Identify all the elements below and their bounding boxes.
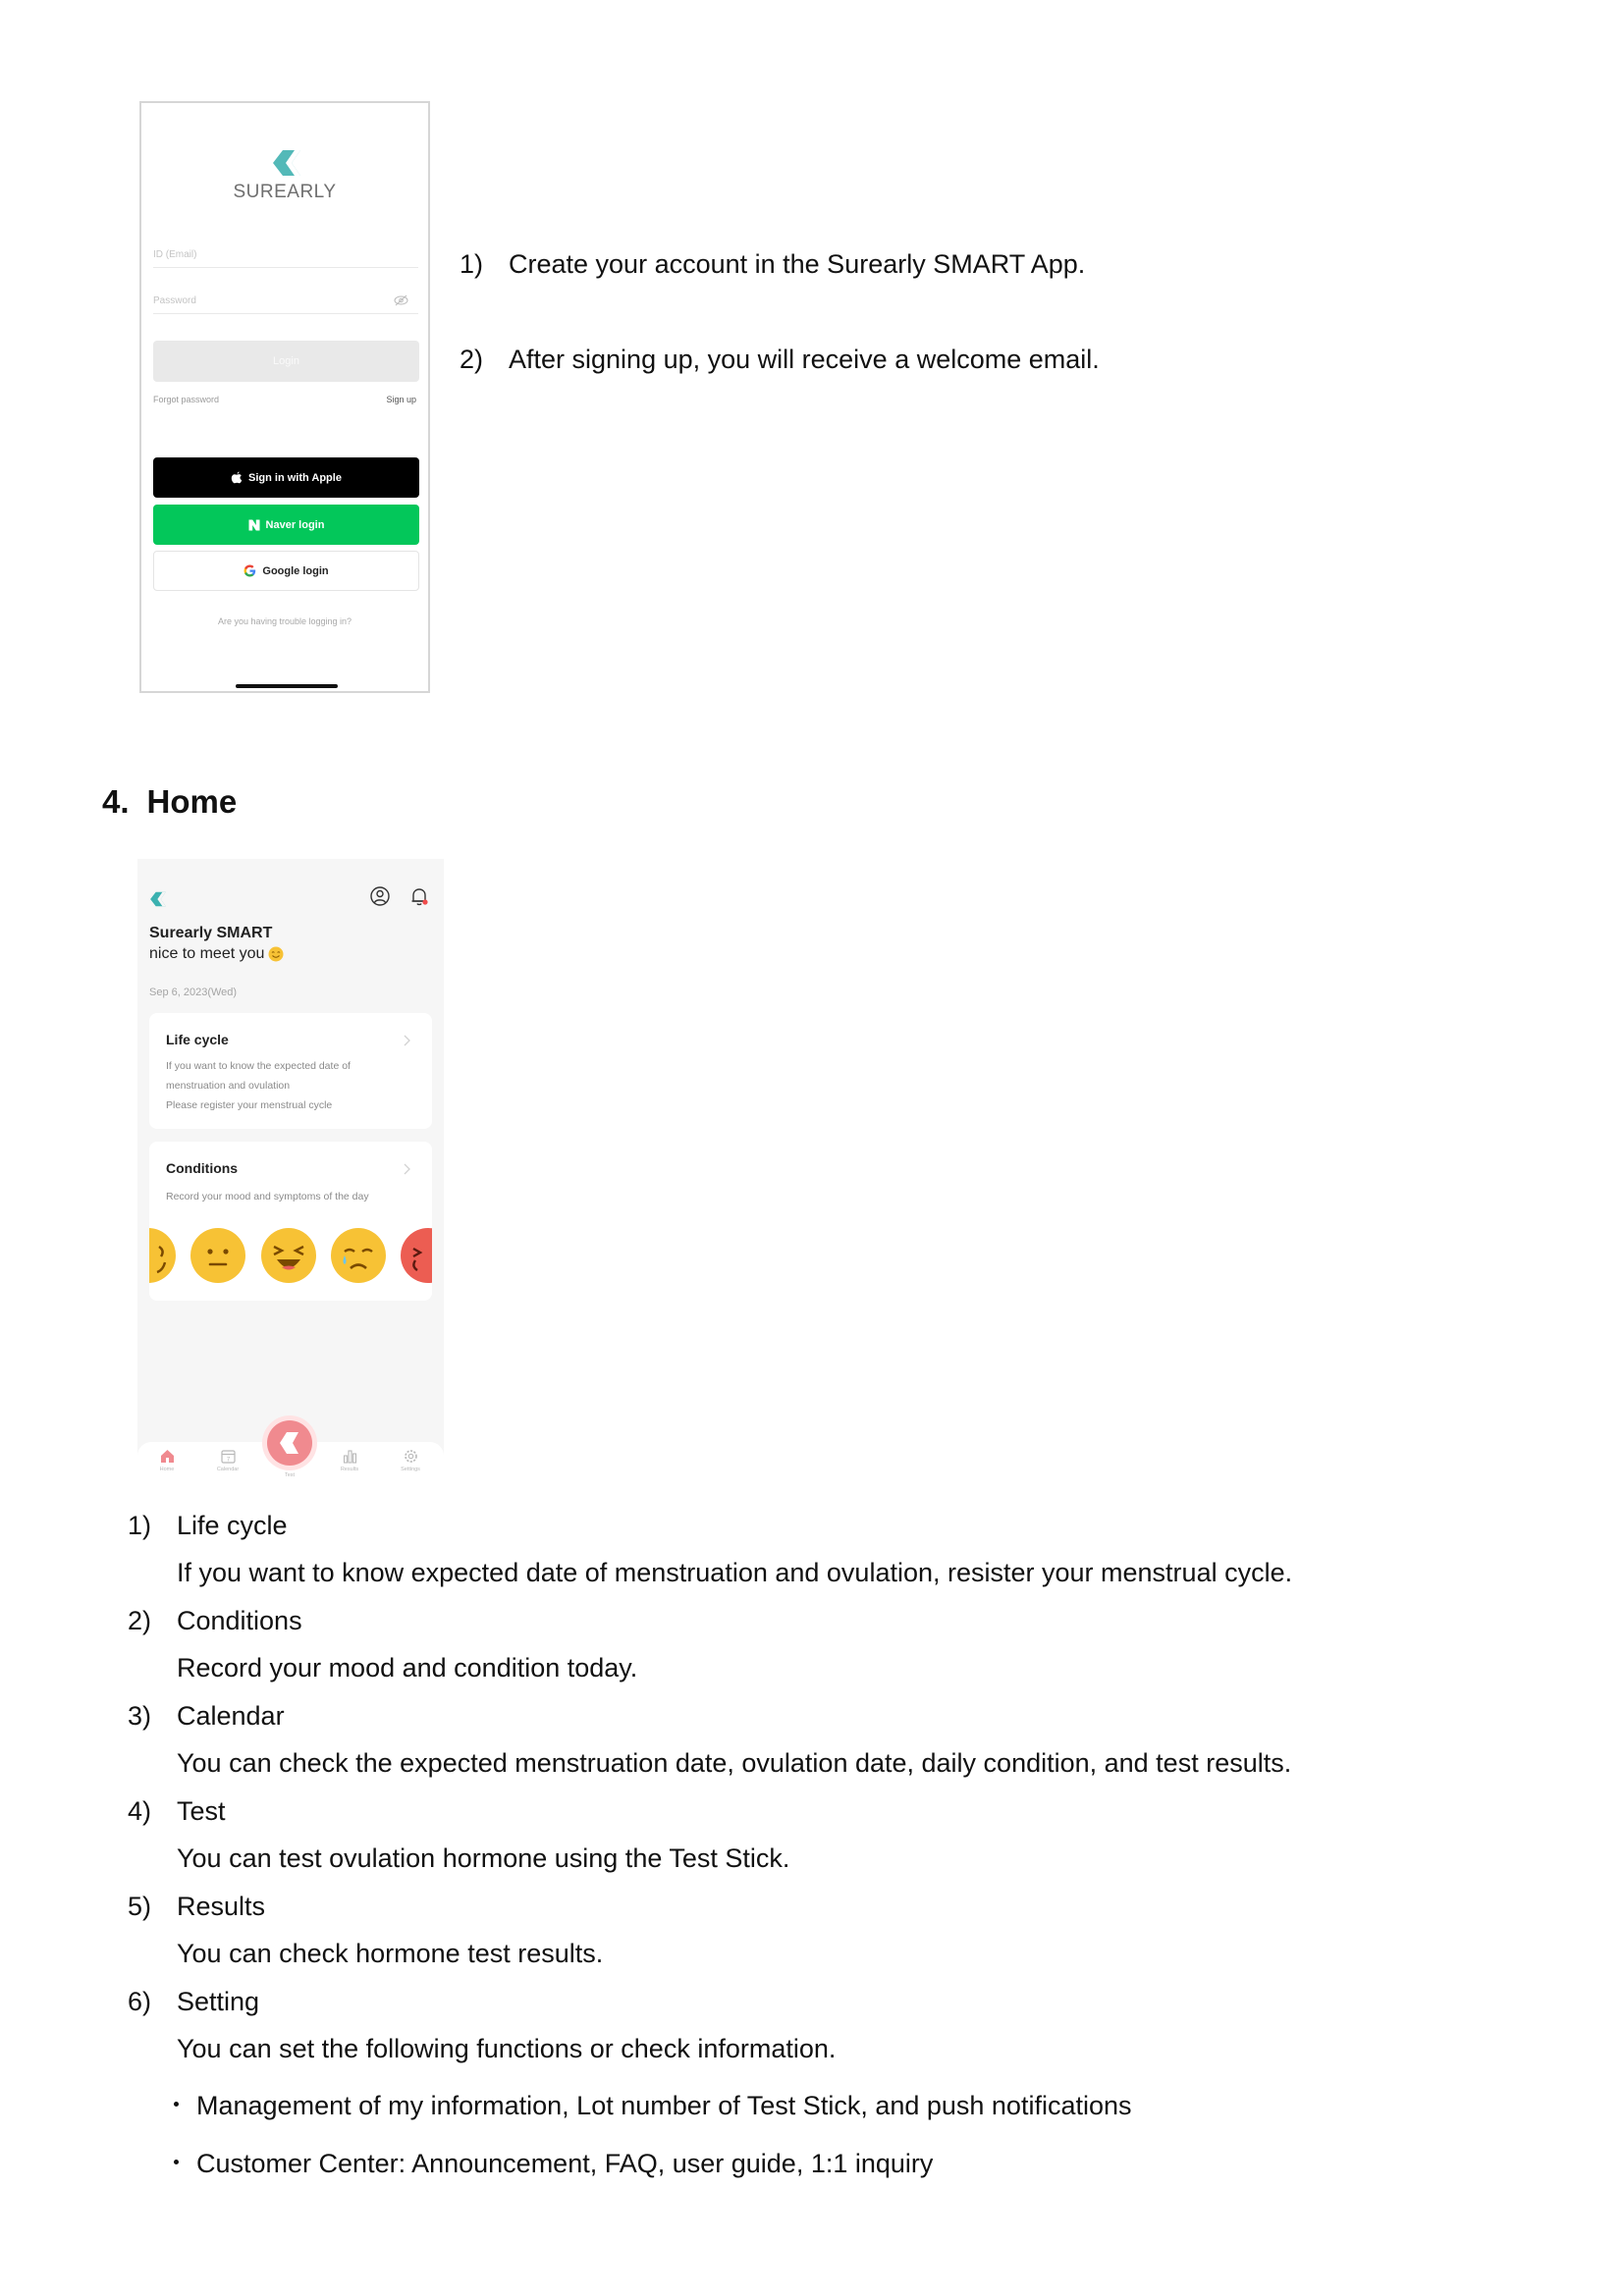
apple-button-label: Sign in with Apple: [248, 471, 342, 484]
life-cycle-line: If you want to know the expected date of: [166, 1060, 351, 1072]
home-indicator: [236, 684, 338, 688]
step-text: After signing up, you will receive a welcome email.: [509, 345, 1100, 374]
app-title: Surearly SMART: [149, 925, 273, 941]
conditions-title: Conditions: [166, 1160, 239, 1176]
angry-face-icon[interactable]: [400, 1227, 432, 1284]
test-icon: [267, 1420, 312, 1466]
surearly-logo-icon: [271, 148, 304, 178]
tab-label: Settings: [401, 1467, 420, 1472]
conditions-card[interactable]: [149, 1142, 432, 1301]
home-item-4-title: [128, 1795, 226, 1827]
bullet-text: Customer Center: Announcement, FAQ, user guide, 1:1 inquiry: [196, 2149, 934, 2178]
home-item-3-title: [128, 1700, 285, 1732]
naver-button-label: Naver login: [265, 518, 325, 531]
life-cycle-description: [166, 1056, 411, 1115]
home-item-4-description: You can test ovulation hormone using the Test Stick.: [177, 1843, 790, 1873]
chevron-right-icon: [404, 1163, 410, 1175]
home-item-5-description: You can check hormone test results.: [177, 1939, 604, 1968]
results-icon: [342, 1448, 358, 1465]
chevron-right-icon: [404, 1035, 410, 1046]
eye-off-icon[interactable]: [394, 294, 408, 306]
section-title: Home: [146, 783, 238, 820]
greeting-text: nice to meet you: [149, 945, 265, 962]
tab-settings[interactable]: [391, 1448, 430, 1472]
google-login-button[interactable]: [153, 551, 419, 591]
item-number: 2): [128, 1606, 152, 1635]
life-cycle-title: Life cycle: [166, 1032, 229, 1047]
life-cycle-line: Please register your menstrual cycle: [166, 1099, 333, 1111]
naver-login-button[interactable]: [153, 505, 419, 545]
home-item-2-title: [128, 1605, 302, 1636]
calendar-icon: [220, 1448, 237, 1465]
login-screenshot: [139, 101, 430, 693]
tab-label: Calendar: [216, 1467, 240, 1472]
bullet-text: Management of my information, Lot number of Test Stick, and push notifications: [196, 2091, 1132, 2120]
tab-label: Test: [284, 1472, 296, 1478]
item-title: Conditions: [177, 1606, 302, 1635]
setting-bullet-2: [163, 2148, 933, 2179]
tab-label: Home: [159, 1467, 175, 1472]
laughing-face-icon[interactable]: [260, 1227, 317, 1284]
sign-up-link[interactable]: Sign up: [386, 395, 416, 404]
tab-test[interactable]: [267, 1420, 312, 1466]
home-item-1-title: [128, 1510, 288, 1541]
current-date: Sep 6, 2023(Wed): [149, 987, 238, 998]
bullet-dot: ・: [163, 2091, 189, 2120]
tab-home[interactable]: [147, 1448, 187, 1472]
life-cycle-line: menstruation and ovulation: [166, 1080, 291, 1092]
sad-face-icon[interactable]: [330, 1227, 387, 1284]
google-button-label: Google login: [262, 564, 329, 577]
trouble-logging-in-link[interactable]: Are you having trouble logging in?: [217, 616, 352, 626]
bell-icon[interactable]: [408, 885, 430, 907]
item-title: Setting: [177, 1987, 260, 2016]
home-item-6-title: [128, 1986, 259, 2017]
bullet-dot: ・: [163, 2149, 189, 2178]
step-text: Create your account in the Surearly SMART App.: [509, 249, 1086, 279]
item-number: 1): [128, 1511, 152, 1540]
home-item-3-description: You can check the expected menstruation date, ovulation date, daily condition, and test results.: [177, 1748, 1292, 1778]
smile-face-icon[interactable]: [149, 1227, 177, 1284]
home-screenshot: [137, 859, 444, 1481]
signup-step-2: [460, 344, 1100, 375]
tab-label: Results: [340, 1467, 359, 1472]
email-field[interactable]: [153, 243, 418, 268]
item-number: 3): [128, 1701, 152, 1731]
profile-icon[interactable]: [369, 885, 391, 907]
item-title: Results: [177, 1892, 266, 1921]
svg-text:7: 7: [226, 1457, 230, 1464]
item-number: 5): [128, 1892, 152, 1921]
email-input[interactable]: [153, 249, 379, 260]
item-title: Life cycle: [177, 1511, 288, 1540]
smile-emoji-icon: [268, 946, 284, 962]
greeting: [149, 945, 284, 963]
naver-n-icon: [248, 519, 260, 531]
sign-in-with-apple-button[interactable]: [153, 457, 419, 498]
item-number: 6): [128, 1987, 152, 2016]
tab-calendar[interactable]: [208, 1448, 247, 1472]
login-button[interactable]: Login: [153, 341, 419, 382]
neutral-face-icon[interactable]: [189, 1227, 246, 1284]
password-field[interactable]: [153, 290, 418, 314]
password-input[interactable]: [153, 295, 379, 306]
tab-results[interactable]: [330, 1448, 369, 1472]
forgot-password-link[interactable]: Forgot password: [153, 395, 220, 404]
step-number: 1): [460, 249, 484, 279]
settings-icon: [403, 1448, 419, 1465]
home-item-2-description: Record your mood and condition today.: [177, 1653, 638, 1682]
brand-logo-icon: [149, 890, 168, 908]
conditions-description: Record your mood and symptoms of the day: [166, 1191, 369, 1202]
home-item-5-title: [128, 1891, 265, 1922]
signup-step-1: [460, 248, 1085, 280]
item-title: Calendar: [177, 1701, 285, 1731]
section-heading: [102, 783, 237, 821]
item-number: 4): [128, 1796, 152, 1826]
home-item-1-description: If you want to know expected date of menstruation and ovulation, resister your menstrual cycle.: [177, 1558, 1293, 1587]
apple-icon: [231, 471, 243, 484]
home-item-6-description: You can set the following functions or check information.: [177, 2034, 837, 2063]
step-number: 2): [460, 345, 484, 374]
home-icon: [159, 1448, 176, 1465]
setting-bullet-1: [163, 2090, 1132, 2121]
item-title: Test: [177, 1796, 226, 1826]
google-g-icon: [244, 564, 256, 577]
section-number: 4.: [102, 783, 130, 820]
life-cycle-card[interactable]: [149, 1013, 432, 1129]
brand-name: SUREARLY: [233, 182, 337, 202]
